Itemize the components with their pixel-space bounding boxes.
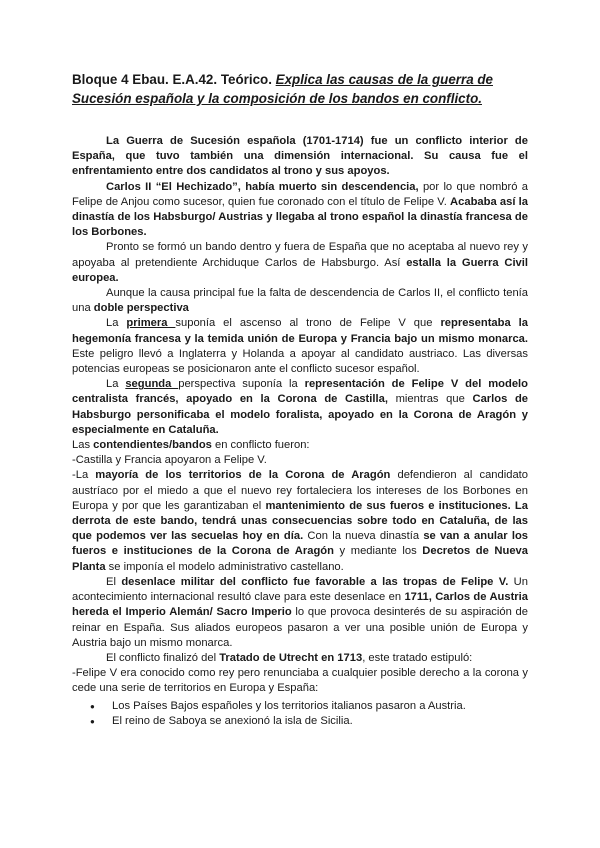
paragraph-carlos-ii: Carlos II “El Hechizado”, había muerto sin descendencia, por lo que nombró a Felipe de Anjou como sucesor, quien fue coronado con el título de Felipe V. Acababa así la dinastía de los Habsburgo/ Austrias y llegaba al trono español la dinastía francesa de los Borbones. xyxy=(72,180,529,239)
document-title xyxy=(72,70,528,108)
territories-list xyxy=(72,699,528,729)
list-item: ● El reino de Saboya se anexionó la isla de Sicilia. xyxy=(102,714,528,729)
paragraph-castilla: -Castilla y Francia apoyaron a Felipe V. xyxy=(72,454,267,467)
paragraph-intro: La Guerra de Sucesión española (1701-1714) fue un conflicto interior de España, que tuvo también una dimensión internacional. Su causa fue el enfrentamiento entre dos candidatos al trono y sus apoyos. xyxy=(72,135,528,178)
paragraph-desenlace: El desenlace militar del conflicto fue favorable a las tropas de Felipe V. Un acontecimiento internacional resultó clave para este desenlace en 1711, Carlos de Austria hereda el Imperio Alemán/ Sacro Imperio lo que provoca desinterés de su aspiración de reinar en España. Sus aliados europeos pasaron a ver una posible unión de Europa y Austria bajo un mismo monarca. xyxy=(72,575,529,649)
list-item: ● Los Países Bajos españoles y los territorios italianos pasaron a Austria. xyxy=(102,699,528,714)
paragraph-felipe-rey: -Felipe V era conocido como rey pero renunciaba a cualquier posible derecho a la corona y cede una serie de territorios en Europa y España: xyxy=(72,667,528,695)
paragraph-aragon: -La mayoría de los territorios de la Corona de Aragón defendieron al candidato austríaco por el miedo a que el nuevo rey fortaleciera los intereses de los Borbones en Europa y por que les garantizaban el mantenimiento de sus fueros e instituciones. La derrota de este bando, tendrá unas consecuencias sobre todo en Cataluña, de las que podemos ver las secuelas hoy en día. Con la nueva dinastía se van a anular los fueros e instituciones de la Corona de Aragón y mediante los Decretos de Nueva Planta se imponía el modelo administrativo castellano. xyxy=(72,469,528,573)
title-prefix: Bloque 4 Ebau. E.A.42. Teórico. xyxy=(72,72,276,87)
paragraph-bando: Pronto se formó un bando dentro y fuera de España que no aceptaba al nuevo rey y apoyaba al pretendiente Archiduque Carlos de Habsburgo. Así estalla la Guerra Civil europea. xyxy=(72,241,528,284)
paragraph-contendientes: Las contendientes/bandos en conflicto fueron: xyxy=(72,439,310,452)
paragraph-utrecht: El conflicto finalizó del Tratado de Utrecht en 1713, este tratado estipuló: xyxy=(106,651,473,664)
paragraph-perspectiva: Aunque la causa principal fue la falta de descendencia de Carlos II, el conflicto tenía una doble perspectiva xyxy=(72,287,528,315)
paragraph-segunda: La segunda perspectiva suponía la representación de Felipe V del modelo centralista francés, apoyado en la Corona de Castilla, mientras que Carlos de Habsburgo personificaba el modelo foralista, apoyado en la Corona de Aragón y especialmente en Cataluña. xyxy=(72,378,529,436)
title-topic: Explica las causas de la guerra de Sucesión española y la composición de los bandos en conflicto. xyxy=(72,72,493,106)
paragraph-primera: La primera suponía el ascenso al trono de Felipe V que representaba la hegemonía francesa y la temida unión de Europa y Francia bajo un mismo monarca. Este peligro llevó a Inglaterra y Holanda a apoyar al candidato austriaco. Las diversas potencias europeas se posicionaron ante el conflicto sucesor español. xyxy=(72,317,528,376)
